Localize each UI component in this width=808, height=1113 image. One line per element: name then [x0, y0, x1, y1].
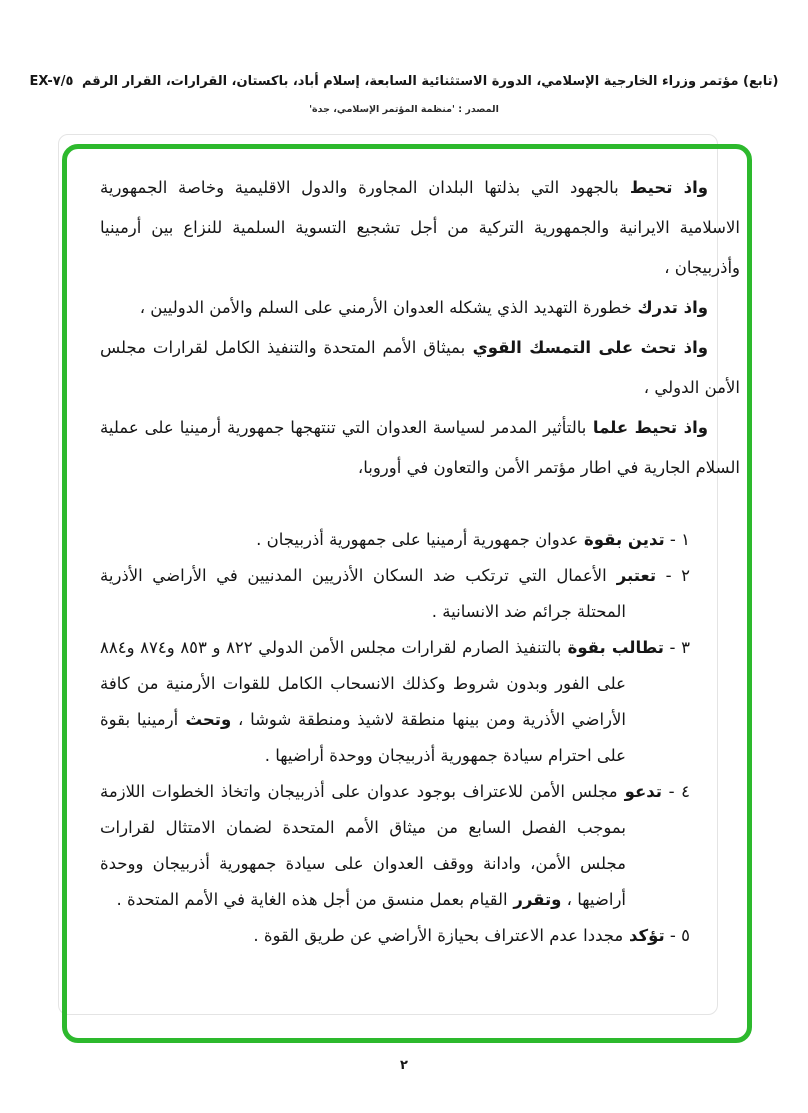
bold-phrase: تعتبر: [606, 566, 657, 585]
text-run: عدوان جمهورية أرمينيا على جمهورية أذربيجان .: [256, 530, 579, 549]
text-run: بالتنفيذ الصارم لقرارات مجلس الأمن الدولي ٨٢٢ و ٨٥٣ و٨٧٤ و٨٨٤ على الفور وبدون شروط وكذلك الانسحاب الكامل للقوات الأرمنية من كافة الأراضي الأذرية ومن بينها منطقة لاشيذ ومنطقة شوشا ،: [100, 638, 626, 729]
resolution-item: [100, 522, 690, 558]
text-run: أرمينيا بقوة على احترام سيادة جمهورية أذربيجان ووحدة أراضيها .: [100, 710, 626, 765]
text-run: الأعمال التي ترتكب ضد السكان الأذريين المدنيين في الأراضي الأذرية المحتلة جرائم ضد الانسانية .: [100, 566, 626, 621]
text-run: خطورة التهديد الذي يشكله العدوان الأرمني على السلم والأمن الدوليين ،: [139, 298, 632, 317]
bold-phrase: واذ تدرك: [631, 298, 708, 317]
preamble-paragraph: [100, 408, 740, 488]
bold-phrase: تطالب بقوة: [561, 638, 664, 657]
page-number: ٢: [400, 1058, 408, 1073]
text-run: مجددا عدم الاعتراف بحيازة الأراضي عن طريق القوة .: [253, 926, 624, 945]
preamble-paragraph: [100, 288, 740, 328]
operative-paragraphs: [100, 522, 690, 954]
preamble-section: [100, 168, 740, 488]
document-header: [0, 74, 808, 89]
preamble-paragraph: [100, 328, 740, 408]
bold-phrase: تدعو: [617, 782, 662, 801]
bold-phrase: وتقرر: [507, 890, 562, 909]
item-number: ٥ -: [664, 926, 690, 945]
resolution-item: [100, 630, 690, 774]
resolution-item: [100, 918, 690, 954]
bold-phrase: تدين بقوة: [578, 530, 665, 549]
text-run: بميثاق الأمم المتحدة والتنفيذ الكامل لقرارات مجلس الأمن الدولي ،: [100, 338, 740, 397]
header-title: (تابع) مؤتمر وزراء الخارجية الإسلامي، الدورة الاستثنائية السابعة، إسلام أباد، باكستان، القرارات، القرار الرقم: [81, 74, 779, 89]
item-number: ٢ -: [656, 566, 690, 585]
bold-phrase: واذ تحيط: [618, 178, 708, 197]
source-line: المصدر : 'منظمة المؤتمر الإسلامي، جدة': [309, 104, 499, 115]
resolution-code: EX-٧/٥: [29, 74, 74, 89]
item-number: ١ -: [664, 530, 690, 549]
text-run: بالتأثير المدمر لسياسة العدوان التي تنتهجها جمهورية أرمينيا على عملية السلام الجارية في اطار مؤتمر الأمن والتعاون في أوروبا،: [100, 418, 740, 477]
bold-phrase: وتحث: [178, 710, 232, 729]
text-run: القيام بعمل منسق من أجل هذه الغاية في الأمم المتحدة .: [116, 890, 508, 909]
item-number: ٣ -: [663, 638, 690, 657]
bold-phrase: تؤكد: [623, 926, 665, 945]
bold-phrase: واذ تحث على التمسك القوي: [465, 338, 708, 357]
preamble-paragraph: [100, 168, 740, 288]
resolution-content: [100, 168, 740, 954]
text-run: بالجهود التي بذلتها البلدان المجاورة والدول الاقليمية وخاصة الجمهورية الاسلامية الايرانية والجمهورية التركية من أجل تشجيع التسوية السلمية للنزاع بين أرمينيا وأذربيجان ،: [100, 178, 740, 277]
bold-phrase: واذ تحيط علما: [586, 418, 708, 437]
resolution-item: [100, 774, 690, 918]
item-number: ٤ -: [662, 782, 691, 801]
text-run: مجلس الأمن للاعتراف بوجود عدوان على أذربيجان واتخاذ الخطوات اللازمة بموجب الفصل السابع من ميثاق الأمم المتحدة لضمان الامتثال لقرارات مجلس الأمن، وادانة ووقف العدوان على سيادة جمهورية أذربيجان ووحدة أراضيها ،: [100, 782, 626, 909]
resolution-item: [100, 558, 690, 630]
